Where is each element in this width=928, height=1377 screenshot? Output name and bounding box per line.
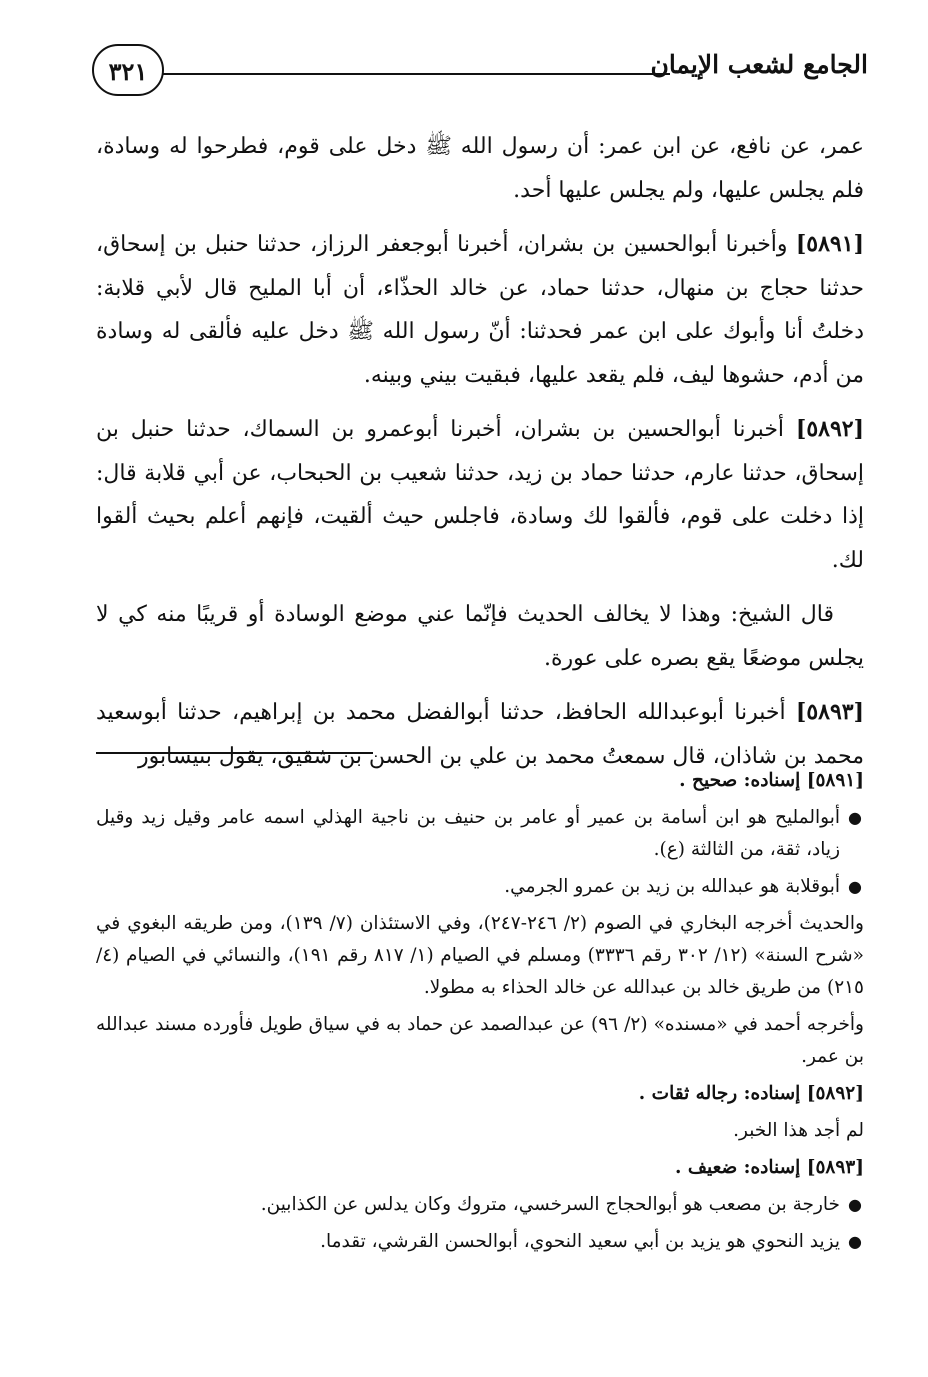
running-title: الجامع لشعب الإيمان bbox=[650, 50, 868, 79]
hadith-number: [٥٨٩١] bbox=[795, 231, 864, 257]
paragraph-continuation: عمر، عن نافع، عن ابن عمر: أن رسول الله ﷺ دخل على قوم، فطرحوا له وسادة، فلم يجلس عليها، ولم يجلس عليها أحد. bbox=[96, 134, 864, 203]
hadith-5892 bbox=[96, 408, 864, 582]
footnote-bullet-text: أبوقلابة هو عبدالله بن زيد بن عمرو الجرمي. bbox=[504, 876, 840, 897]
bullet-icon: ● bbox=[848, 808, 862, 827]
hadith-text: أخبرنا أبوالحسين بن بشران، أخبرنا أبوعمرو بن السماك، حدثنا حنبل بن إسحاق، حدثنا عارم، حدثنا حماد بن زيد، حدثنا شعيب بن الحبحاب، عن أبي قلابة قال: إذا دخلت على قوم، فألقوا لك وسادة، فاجلس حيث ألقيت، فإنهم أعلم بحيث ألقوا لك. bbox=[96, 417, 864, 573]
footnote-bullet-text: يزيد النحوي هو يزيد بن أبي سعيد النحوي، أبوالحسن القرشي، تقدما. bbox=[320, 1231, 840, 1252]
footnote-bullet bbox=[96, 802, 864, 866]
bullet-icon: ● bbox=[848, 1232, 862, 1251]
footnote-bullet bbox=[96, 1189, 864, 1221]
hadith-number: [٥٨٩٢] bbox=[795, 416, 865, 442]
page-header bbox=[92, 44, 868, 106]
hadith-5891 bbox=[96, 223, 864, 397]
footnote-text: وأخرجه أحمد في «مسنده» (٢/ ٩٦) عن عبدالصمد عن حماد به في سياق طويل فأورده مسند عبدالله بن عمر. bbox=[96, 1014, 864, 1067]
footnote-text: لم أجد هذا الخبر. bbox=[733, 1120, 864, 1141]
footnote-heading: [٥٨٩٣] إسناده: ضعيف . bbox=[674, 1157, 864, 1178]
page-number: ٣٢١ bbox=[92, 44, 164, 96]
hadith-number: [٥٨٩٣] bbox=[795, 699, 864, 725]
footnote-bullet-text: أبوالمليح هو ابن أسامة بن عمير أو عامر بن حنيف بن ناجية الهذلي اسمه عامر وقيل زيد وقيل زياد، ثقة، من الثالثة (ع). bbox=[96, 807, 840, 860]
sheikh-comment: قال الشيخ: وهذا لا يخالف الحديث فإنّما عني موضع الوسادة أو قريبًا منه كي لا يجلس موضعًا يقع بصره على عورة. bbox=[96, 602, 864, 671]
hadith-text: وأخبرنا أبوالحسين بن بشران، أخبرنا أبوجعفر الرزاز، حدثنا حنبل بن إسحاق، حدثنا حجاج بن منهال، حدثنا حماد، عن خالد الحذّاء، أن أبا المليح قال لأبي قلابة: دخلتُ أنا وأبوك على ابن عمر فحدثنا: أنّ رسول الله ﷺ دخل عليه فألقى له وسادة من أدم، حشوها ليف، فلم يقعد عليها، فبقيت بيني وبينه. bbox=[96, 232, 864, 388]
footnote-bullet bbox=[96, 1226, 864, 1258]
footnote-heading: [٥٨٩١] إسناده: صحيح . bbox=[679, 770, 864, 791]
footnotes bbox=[96, 765, 864, 1263]
main-text bbox=[96, 125, 864, 789]
footnote-bullet-text: خارجة بن مصعب هو أبوالحجاج السرخسي، متروك وكان يدلس عن الكذابين. bbox=[260, 1194, 840, 1215]
bullet-icon: ● bbox=[848, 877, 862, 896]
footnote-heading: [٥٨٩٢] إسناده: رجاله ثقات . bbox=[638, 1083, 864, 1104]
footnote-text: والحديث أخرجه البخاري في الصوم (٢/ ٢٤٦-٢٤٧)، وفي الاستئذان (٧/ ١٣٩)، ومن طريقه البغوي في «شرح السنة» (١٢/ ٣٠٢ رقم ٣٣٣٦) ومسلم في الصيام (١/ ٨١٧ رقم ١٩١)، والنسائي في الصيام (٤/ ٢١٥) من طريق خالد بن عبدالله عن خالد الحذاء به مطولا. bbox=[96, 913, 864, 998]
bullet-icon: ● bbox=[848, 1195, 862, 1214]
header-rule bbox=[162, 73, 670, 75]
hadith-text: أخبرنا أبوعبدالله الحافظ، حدثنا أبوالفضل محمد بن إبراهيم، حدثنا أبوسعيد محمد بن شاذان، قال سمعتُ محمد بن علي بن الحسن بن شقيق، يقول بنيسابور bbox=[96, 700, 864, 769]
footnote-divider bbox=[96, 752, 373, 754]
footnote-bullet bbox=[96, 871, 864, 903]
